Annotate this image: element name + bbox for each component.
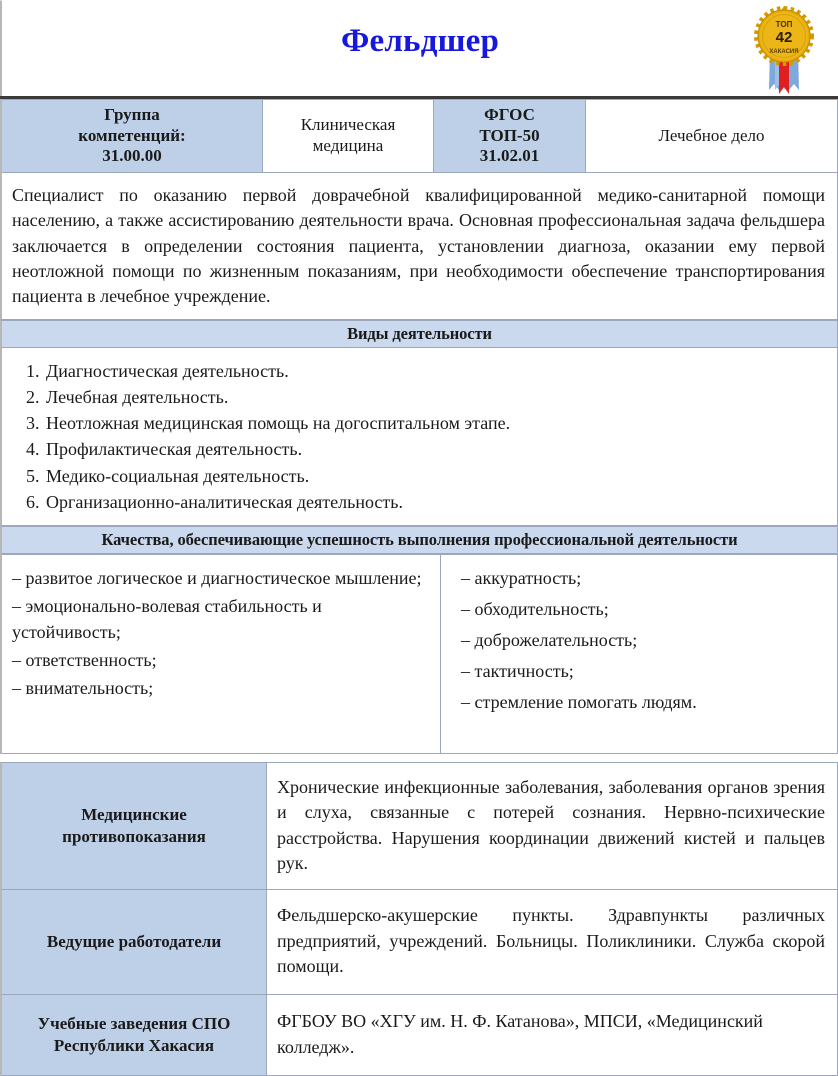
list-item: – доброжелательность; [461,629,638,650]
specialty-cell: Лечебное дело [586,100,838,173]
medical-contraindications-label [1,762,267,889]
table-row [1,994,838,1075]
badge-region-label: ХАКАСИЯ [769,49,799,55]
fgos-line3: 31.02.01 [479,146,540,166]
list-item: 5. Медико-социальная деятельность. [44,463,827,489]
competence-group-cell [1,100,263,173]
competence-header-table [0,99,838,173]
list-item: – тактичность; [461,660,574,681]
list-item: – аккуратность; [461,567,582,588]
list-item: 3. Неотложная медицинская помощь на догоспитальном этапе. [44,410,827,436]
medical-contraindications-value: Хронические инфекционные заболевания, заболевания органов зрения и слуха, связанные с потерей сознания. Нервно-психические расстройства. Нарушения координации движений кистей и пальцев рук. [267,762,838,889]
badge-number: 42 [775,29,793,46]
list-item: – развитое логическое и диагностическое мышление; [12,567,422,588]
title-band [0,0,838,96]
fgos-line1: ФГОС [484,105,535,124]
table-row [1,554,838,753]
label-line2: противопоказания [62,826,206,846]
list-item: – обходительность; [461,598,609,619]
activities-section-heading: Виды деятельности [0,320,838,348]
label-line1: Учебные заведения СПО [37,1013,231,1033]
table-row [1,889,838,994]
institutions-value: ФГБОУ ВО «ХГУ им. Н. Ф. Катанова», МПСИ, «Медицинский колледж». [267,994,838,1075]
employers-label [1,889,267,994]
fgos-cell [434,100,586,173]
list-item: 6. Организационно-аналитическая деятельность. [44,489,827,515]
field-cell: Клиническая медицина [263,100,434,173]
medal-icon [748,6,820,96]
label-line1: Ведущие работодатели [46,931,222,951]
competence-group-line2: компетенций: [78,125,186,145]
qualities-section-heading: Качества, обеспечивающие успешность выполнения профессиональной деятельности [0,526,838,554]
qualities-left-column [1,554,441,753]
activities-list [12,358,827,515]
list-item: – стремление помогать людям. [461,692,697,713]
fgos-line2: ТОП-50 [479,125,540,145]
list-item: – внимательность; [12,678,154,699]
competence-group-line1: Группа [104,105,160,124]
info-table [0,762,838,1076]
list-item: – ответственность; [12,649,157,670]
qualities-right-list [461,565,827,715]
label-line1: Медицинские [81,804,187,824]
competence-group-line3: 31.00.00 [102,146,162,166]
qualities-right-column [441,554,838,753]
top-42-medal-badge [748,6,820,96]
page-title: Фельдшер [340,23,500,59]
qualities-table [0,554,838,754]
profession-description: Специалист по оказанию первой доврачебной квалифицированной медико-санитарной помощи населению, а также ассистированию деятельности врача. Основная профессиональная задача фельдшера заключается в определении состояния пациента, установлении диагноза, оказании ему первой неотложной помощи по жизненным показаниям, при необходимости обеспечение транспортирования пациента в лечебное учреждение. [0,173,838,320]
list-item: – эмоционально-волевая стабильность и устойчивость; [12,595,322,642]
qualities-left-list [12,565,430,701]
list-item: 1. Диагностическая деятельность. [44,358,827,384]
institutions-label [1,994,267,1075]
activities-list-container [0,348,838,526]
table-row [1,100,838,173]
label-line2: Республики Хакасия [53,1035,215,1055]
badge-top-label: ТОП [775,20,793,29]
list-item: 4. Профилактическая деятельность. [44,436,827,462]
employers-value: Фельдшерско-акушерские пункты. Здравпункты различных предприятий, учреждений. Больницы. Поликлиники. Служба скорой помощи. [267,889,838,994]
list-item: 2. Лечебная деятельность. [44,384,827,410]
table-row [1,762,838,889]
